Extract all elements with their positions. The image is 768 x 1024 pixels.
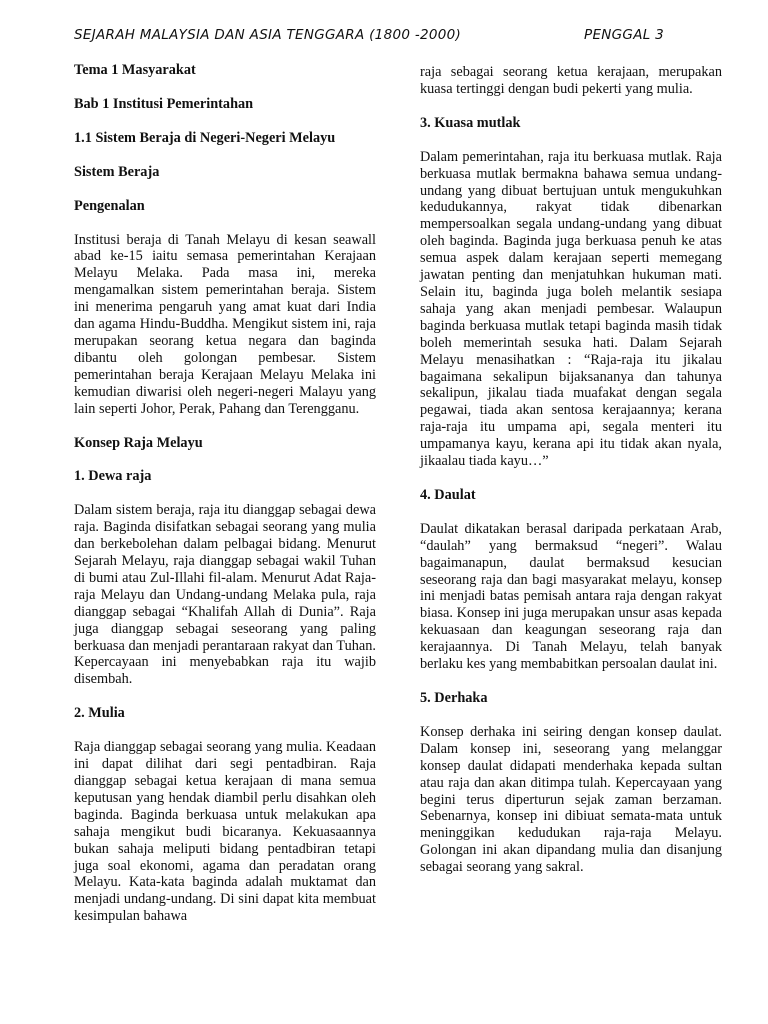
chapter-heading: Bab 1 Institusi Pemerintahan [74,95,254,112]
kuasa-mutlak-paragraph: Dalam pemerintahan, raja itu berkuasa mutlak. Raja berkuasa mutlak bermakna bahawa semua undang-undang yang dibuat bertujuan untuk mengukuhkan kedudukannya, rakyat tidak dibenarkan mempersoalkan segala undang-undang yang dibuat oleh baginda. Baginda juga berkuasa penuh ke atas semua aspek dalam kerajaan seperti memegang jawatan penting dan menjatuhkan hukuman mati. Selain itu, baginda juga boleh melantik sesiapa sahaja yang akan menjadi pembesar. Walaupun baginda berkuasa mutlak tetapi baginda masih tidak boleh memerintah sesuka hati. Dalam Sejarah Melayu menasihatkan : “Raja-raja itu jikalau bagaimana sekalipun bijaksananya dan tahunya sekalipun, jikalau tiada muafakat dengan segala pegawai, tiada akan sentosa kerajaannya; kerana raja-raja itu umpama api, segala menteri itu umpamanya kayu, kerana api itu tidak akan nyala, jikaalau tiada kayu…” [420,148,722,470]
intro-heading: Pengenalan [74,197,145,214]
dewa-raja-heading: 1. Dewa raja [74,468,152,485]
document-title: SEJARAH MALAYSIA DAN ASIA TENGGARA (1800 -2000) [74,27,462,43]
left-column [74,62,376,942]
page-header [74,27,694,47]
term-label: PENGGAL 3 [584,27,665,43]
concept-heading: Konsep Raja Melayu [74,434,203,451]
continued-paragraph: raja sebagai seorang ketua kerajaan, merupakan kuasa tertinggi dengan budi pekerti yang mulia. [420,64,722,97]
kuasa-mutlak-heading: 3. Kuasa mutlak [420,114,521,131]
daulat-paragraph: Daulat dikatakan berasal daripada perkataan Arab, “daulah” yang bermaksud “negeri”. Walau bagaimanapun, daulat bermaksud kesucian seseorang raja dan bagi masyarakat melayu, konsep ini menjadi batas pemisah antara raja dengan rakyat biasa. Konsep ini juga merupakan unsur asas kepada kekuasaan dan keagungan seseorang raja dan kerajaannya. Di Tanah Melayu, telah banyak berlaku kes yang membabitkan persoalan daulat ini. [420,520,722,673]
intro-paragraph: Institusi beraja di Tanah Melayu di kesan seawall abad ke-15 iaitu semasa pemerintahan Kerajaan Melayu Melaka. Pada masa ini, mereka mengamalkan sistem pemerintahan beraja. Sistem ini menerima pengaruh yang amat kuat dari India dan agama Hindu-Buddha. Mengikut sistem ini, raja merupakan seorang ketua negara dan baginda dibantu oleh golongan pembesar. Sistem pemerintahan beraja Kerajaan Melayu Melaka ini kemudian diwarisi oleh negeri-negeri Malayu yang lain seperti Johor, Perak, Pahang dan Terengganu. [74,231,376,417]
mulia-heading: 2. Mulia [74,705,125,722]
topic-heading: Sistem Beraja [74,163,160,180]
section-heading: 1.1 Sistem Beraja di Negeri-Negeri Melayu [74,129,336,146]
dewa-raja-paragraph: Dalam sistem beraja, raja itu dianggap sebagai dewa raja. Baginda disifatkan sebagai seorang yang mulia dan berkebolehan dalam pelbagai bidang. Menurut Sejarah Melayu, raja dianggap sebagai wakil Tuhan di bumi atau Zul-Illahi fil-alam. Menurut Adat Raja-raja Melayu dan Undang-undang Melaka pula, raja dianggap sebagai “Khalifah Allah di Dunia”. Raja juga dianggap sebagai seseorang yang paling berkuasa dan menjadi perantaraan rakyat dan Tuhan. Kepercayaan ini menyebabkan raja itu wajib disembah. [74,502,376,688]
daulat-heading: 4. Daulat [420,486,476,503]
derhaka-paragraph: Konsep derhaka ini seiring dengan konsep daulat. Dalam konsep ini, seseorang yang melanggar konsep daulat didapati menderhaka kepada sultan atau raja dan akan ditimpa tulah. Kepercayaan yang begini terus diperturun sejak zaman berzaman. Sebenarnya, konsep ini dibiuat semata-mata untuk meninggikan kedudukan raja-raja Melayu. Golongan ini akan dipandang mulia dan disanjung sebagai seorang yang sakral. [420,723,722,876]
right-column [420,64,722,893]
mulia-paragraph: Raja dianggap sebagai seorang yang mulia. Keadaan ini dapat dilihat dari segi pentadbiran. Raja dianggap sebagai ketua kerajaan di mana semua keputusan yang hendak diambil perlu disahkan oleh baginda. Baginda berkuasa untuk melakukan apa sahaja mengikut budi bicaranya. Kekuasaannya bukan sahaja meliputi bidang pentadbiran tetapi juga soal ekonomi, agama dan peradatan orang Melayu. Kata-kata baginda adalah muktamat dan menjadi undang-undang. Di sini dapat kita membuat kesimpulan bahawa [74,739,376,925]
theme-heading: Tema 1 Masyarakat [74,62,196,78]
derhaka-heading: 5. Derhaka [420,690,488,706]
